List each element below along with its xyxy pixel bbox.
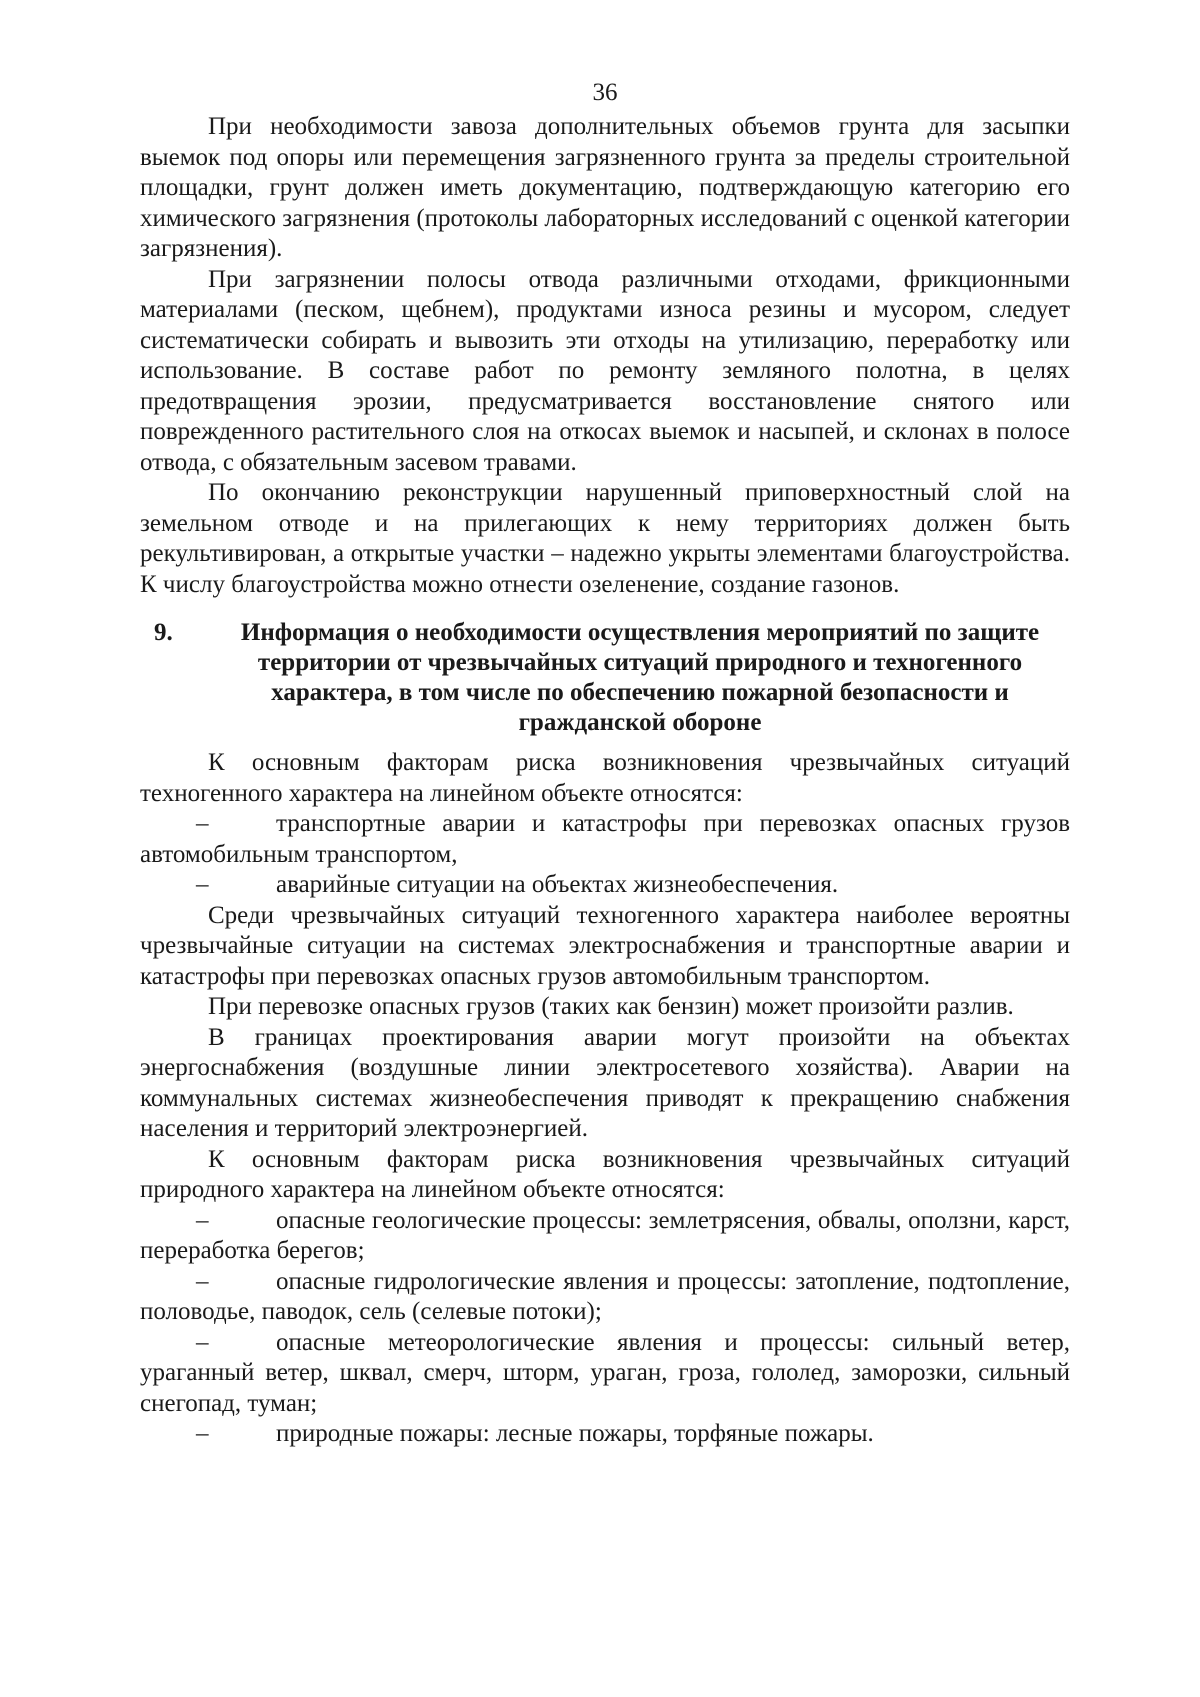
list-item-text: опасные геологические процессы: землетрясения, обвалы, оползни, карст, переработка берегов; <box>140 1206 1070 1264</box>
dash-marker: – <box>196 1328 209 1356</box>
list-item-natural <box>140 1267 1070 1328</box>
list-item-text: опасные гидрологические явления и процессы: затопление, подтопление, половодье, паводок, сель (селевые потоки); <box>140 1267 1070 1325</box>
document-page <box>140 78 1070 1450</box>
page-number: 36 <box>592 79 618 106</box>
list-item-text: аварийные ситуации на объектах жизнеобеспечения. <box>276 871 839 898</box>
dash-marker: – <box>196 1206 209 1234</box>
paragraph-waste-collection: При загрязнении полосы отвода различными отходами, фрикционными материалами (песком, щебнем), продуктами износа резины и мусором, следует систематически собирать и вывозить эти отходы на утилизацию, переработку или использование. В составе работ по ремонту земляного полотна, в целях предотвращения эрозии, предусматривается восстановление снятого или поврежденного растительного слоя на откосах выемок и насыпей, и склонах в полосе отвода, с обязательным засевом травами. <box>140 265 1070 476</box>
dash-marker: – <box>196 1420 209 1447</box>
paragraph-probable-emergencies: Среди чрезвычайных ситуаций техногенного характера наиболее вероятны чрезвычайные ситуации на системах электроснабжения и транспортные аварии и катастрофы при перевозках опасных грузов автомобильным транспортом. <box>140 901 1070 990</box>
paragraph-technogenic-intro: К основным факторам риска возникновения чрезвычайных ситуаций техногенного характера на линейном объекте относятся: <box>140 749 1070 807</box>
paragraph-recultivation: По окончанию реконструкции нарушенный приповерхностный слой на земельном отводе и на прилегающих к нему территориях должен быть рекультивирован, а открытые участки – надежно укрыты элементами благоустройства. К числу благоустройства можно отнести озеленение, создание газонов. <box>140 479 1070 598</box>
list-item-technogenic <box>140 809 1070 870</box>
list-item-technogenic <box>140 870 1070 901</box>
dash-marker: – <box>196 810 209 837</box>
section-title: Информация о необходимости осуществления мероприятий по защите территории от чрезвычайных ситуаций природного и техногенного характера, в том числе по обеспечению пожарной безопасности и гражданской обороне <box>240 619 1040 736</box>
dash-marker: – <box>196 871 209 898</box>
paragraph-energy-accidents: В границах проектирования аварии могут произойти на объектах энергоснабжения (воздушные линии электросетевого хозяйства). Аварии на коммунальных системах жизнеобеспечения приводят к прекращению снабжения населения и территорий электроэнергией. <box>140 1023 1070 1142</box>
section-heading <box>140 618 1070 738</box>
list-item-text: природные пожары: лесные пожары, торфяные пожары. <box>276 1420 874 1447</box>
section-number: 9. <box>154 619 173 646</box>
list-item-natural <box>140 1206 1070 1267</box>
paragraph-soil-import: При необходимости завоза дополнительных объемов грунта для засыпки выемок под опоры или перемещения загрязненного грунта за пределы строительной площадки, грунт должен иметь документацию, подтверждающую категорию его химического загрязнения (протоколы лабораторных исследований с оценкой категории загрязнения). <box>140 113 1070 262</box>
paragraph-natural-intro: К основным факторам риска возникновения чрезвычайных ситуаций природного характера на линейном объекте относятся: <box>140 1145 1070 1203</box>
list-item-text: транспортные аварии и катастрофы при перевозках опасных грузов автомобильным транспортом, <box>140 810 1070 868</box>
paragraph-spill: При перевозке опасных грузов (таких как бензин) может произойти разлив. <box>208 993 1014 1020</box>
dash-marker: – <box>196 1267 209 1295</box>
list-item-natural <box>140 1419 1070 1450</box>
list-item-text: опасные метеорологические явления и процессы: сильный ветер, ураганный ветер, шквал, смерч, шторм, ураган, гроза, гололед, заморозки, сильный снегопад, туман; <box>140 1328 1070 1417</box>
list-item-natural <box>140 1328 1070 1420</box>
